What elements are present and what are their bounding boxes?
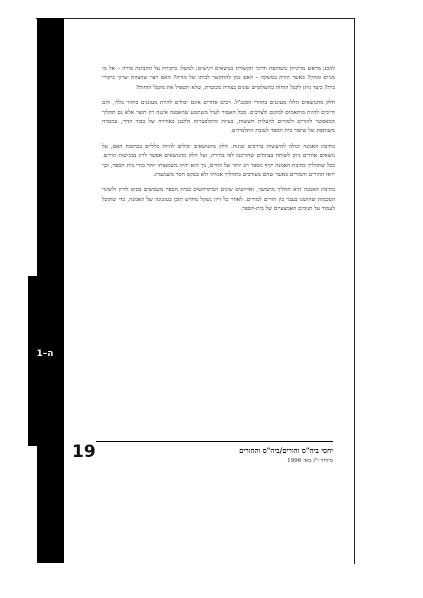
footer-rule: [96, 441, 333, 442]
paragraph: חלק מהנושאים הללו מעוגנים בחוזרי המנכ"ל. רבים אחרים אינם יכולים להיות מעוגנים בחוזר כללי, והם חייבים להיות מותאמים למקום ולצרכים. מכל האמור לעיל משתמע שהאמנה איננה רק תוצר אלא גם תהליך המאפשר להורים ולמורים להעלות חששות, בעיות והתלבטויות וללבנן באווירה של כבוד הדדי, במטרה משותפת של שיפור בית הספר לטובת התלמידים.: [102, 100, 335, 135]
page-number: 19: [72, 442, 96, 462]
issue-line: מיוחד י"ג מאי 1996: [287, 458, 333, 464]
paragraph: כתיבת האמנה יכולה להיעשות בדרכים שונות. חלק מהנושאים יכולים להיות כלליים בכתובת האם, על נושאים אחרים ניתן לשוחח בצוותים שהורכבו לפי בחירה, ועל חלק מהנושאים אפשר לרון במגישות הורים. ככל שתהליך כתיבת האמנה יקיף מספר רב יותר של הורים, כך הוא יהיה משמעותי יותר בחיי בית הספר, וכך יראו ההורים והמורים כאשר שהם מעורבים בתהליך אמיתי ולא בטקס חסר משמעות.: [102, 143, 335, 179]
paragraph: כתיבת האמנה היא תהליך מתמשך, ואירועים שונים המתרחשים בבית הספר משמשים בסיס לדיון ולשינוי הסכמות שהושגו בעבר בין הורים למורים. לאחר כל דיון נשקל מחדש תוכן בעזכונה של האמנה, כדי שתוכל לעמוד על תנוכים האמצעיים של בית-הספר.: [102, 187, 335, 213]
body-text: [102, 65, 335, 221]
running-title: יחסי ביה"ס והורים/ביה"ס וההורים: [239, 446, 333, 455]
paragraph: להכנן מראש מדיניות משותפת ודרכי תקשורת בנושאים רגישים; למשל: ביקורת על ההנהגת מורה – אל מי מניים ומהין? כאשר הורה במשקה – האם נכון להתקשר לביתו של מורה? האם רצוי שהצוות יערוך ביקורי בית? כיצד ניתן לקבל הוחות בהשלומים שונים בצורה מכובדת, שלא תשפיל את מקבל הוחות?: [102, 66, 335, 91]
section-tab: [28, 276, 64, 446]
section-label: ה–1: [36, 349, 54, 359]
